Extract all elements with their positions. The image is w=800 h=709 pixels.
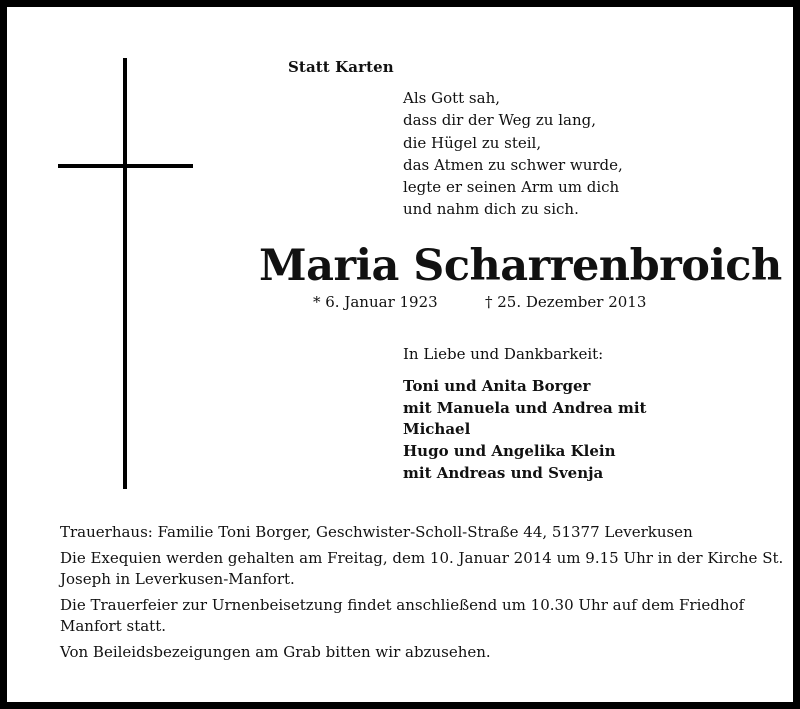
condolence-note: Von Beileidsbezeigungen am Grab bitten wir abzusehen.: [60, 643, 491, 661]
urn-burial-info: Die Trauerfeier zur Urnenbeisetzung findet anschließend um 10.30 Uhr auf dem Friedhof Manfort statt.: [60, 596, 745, 635]
mourners-list: [403, 376, 646, 485]
mourner-line: mit Manuela und Andrea mit: [403, 398, 647, 417]
cross-vertical-bar: [123, 58, 127, 489]
dedication: In Liebe und Dankbarkeit:: [403, 345, 604, 363]
poem: [403, 87, 623, 221]
statt-karten-label: Statt Karten: [288, 58, 394, 76]
poem-line: legte er seinen Arm um dich: [403, 178, 620, 197]
mourner-line: Hugo und Angelika Klein: [403, 442, 616, 461]
birth-date: * 6. Januar 1923: [313, 293, 438, 311]
mourner-line: Michael: [403, 420, 471, 439]
footer-details: [60, 522, 790, 668]
cross-horizontal-bar: [58, 164, 193, 168]
poem-line: und nahm dich zu sich.: [403, 200, 579, 219]
mourner-line: Toni und Anita Borger: [403, 377, 591, 395]
poem-line: das Atmen zu schwer wurde,: [403, 155, 623, 174]
poem-line: Als Gott sah,: [403, 89, 501, 107]
death-date: † 25. Dezember 2013: [485, 293, 647, 311]
mourning-house: Trauerhaus: Familie Toni Borger, Geschwister-Scholl-Straße 44, 51377 Leverkusen: [60, 523, 693, 541]
poem-line: die Hügel zu steil,: [403, 133, 542, 152]
exequies-info: Die Exequien werden gehalten am Freitag, dem 10. Januar 2014 um 9.15 Uhr in der Kirche St. Joseph in Leverkusen-Manfort.: [60, 549, 784, 588]
poem-line: dass dir der Weg zu lang,: [403, 111, 597, 130]
deceased-name: Maria Scharrenbroich: [259, 241, 782, 291]
mourner-line: mit Andreas und Svenja: [403, 463, 604, 482]
